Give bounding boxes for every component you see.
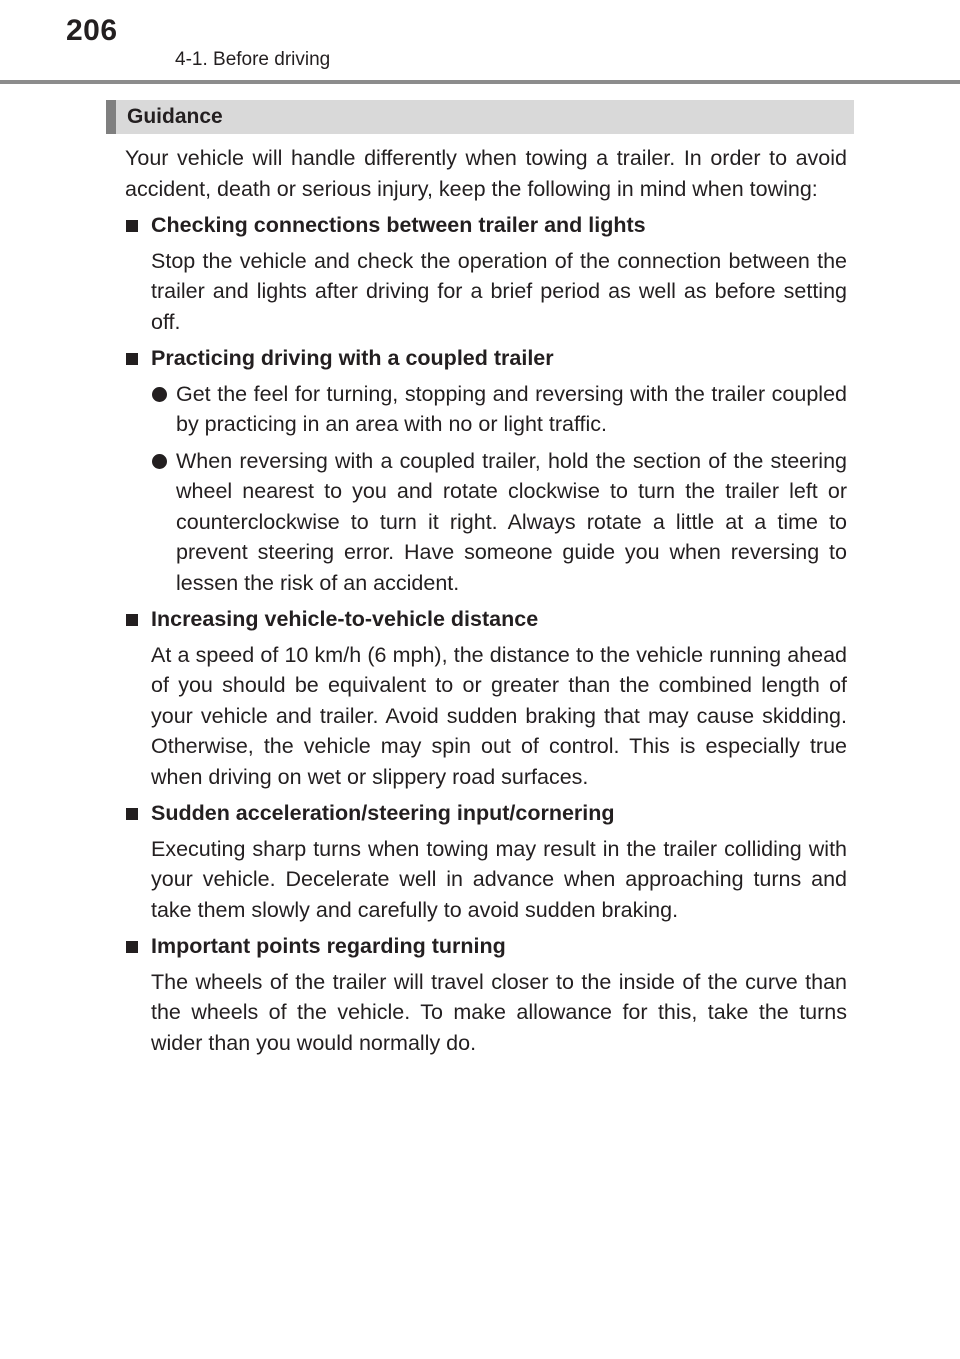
square-bullet-icon: [126, 614, 138, 626]
header-divider: [0, 80, 960, 84]
guidance-title: Guidance: [127, 105, 223, 128]
section-text-turning: The wheels of the trailer will travel closer to the inside of the curve than the wheels of the vehicle. To make allowance for this, take the turns wider than you would normally do.: [151, 969, 847, 1055]
page-number: 206: [66, 14, 118, 47]
heading-accent-block: [106, 100, 116, 134]
list-item: [125, 379, 847, 440]
section-text-distance: At a speed of 10 km/h (6 mph), the distance to the vehicle running ahead of you should be equivalent to or greater than the combined length of your vehicle and trailer. Avoid sudden braking that may cause skidding. Otherwise, the vehicle may spin out of control. This is especially true when driving on wet or slippery road surfaces.: [151, 642, 847, 789]
guidance-heading-bar: [106, 100, 854, 134]
square-bullet-icon: [126, 220, 138, 232]
section-heading-connections: [125, 210, 847, 241]
section-heading-text: Important points regarding turning: [151, 934, 506, 958]
section-text-acceleration: Executing sharp turns when towing may result in the trailer colliding with your vehicle. Decelerate well in advance when approaching turns and take them slowly and carefully to avoid sudden braking.: [151, 836, 847, 922]
guidance-content: [125, 143, 847, 1064]
square-bullet-icon: [126, 808, 138, 820]
section-heading-text: Increasing vehicle-to-vehicle distance: [151, 607, 539, 631]
section-label: 4-1. Before driving: [175, 49, 331, 70]
square-bullet-icon: [126, 941, 138, 953]
section-heading-acceleration: [125, 798, 847, 829]
bullet-text: When reversing with a coupled trailer, hold the section of the steering wheel nearest to you and rotate clockwise to turn the trailer left or counterclockwise to turn it right. Always rotate a little at a time to prevent steering error. Have someone guide you when reversing to lessen the risk of an accident.: [176, 448, 847, 595]
section-heading-practicing: [125, 343, 847, 374]
bullet-text: Get the feel for turning, stopping and reversing with the trailer coupled by practicing in an area with no or light traffic.: [176, 381, 847, 436]
section-heading-distance: [125, 604, 847, 635]
intro-paragraph: Your vehicle will handle differently when towing a trailer. In order to avoid accident, death or serious injury, keep the following in mind when towing:: [125, 146, 847, 201]
page-header: [0, 0, 960, 84]
list-item: [125, 446, 847, 599]
round-bullet-icon: [152, 454, 167, 469]
section-text-connections: Stop the vehicle and check the operation of the connection between the trailer and lights after driving for a brief period as well as before setting off.: [151, 248, 847, 334]
section-heading-text: Sudden acceleration/steering input/cornering: [151, 801, 615, 825]
round-bullet-icon: [152, 387, 167, 402]
section-heading-turning: [125, 931, 847, 962]
section-heading-text: Checking connections between trailer and lights: [151, 213, 646, 237]
square-bullet-icon: [126, 353, 138, 365]
section-heading-text: Practicing driving with a coupled trailer: [151, 346, 554, 370]
